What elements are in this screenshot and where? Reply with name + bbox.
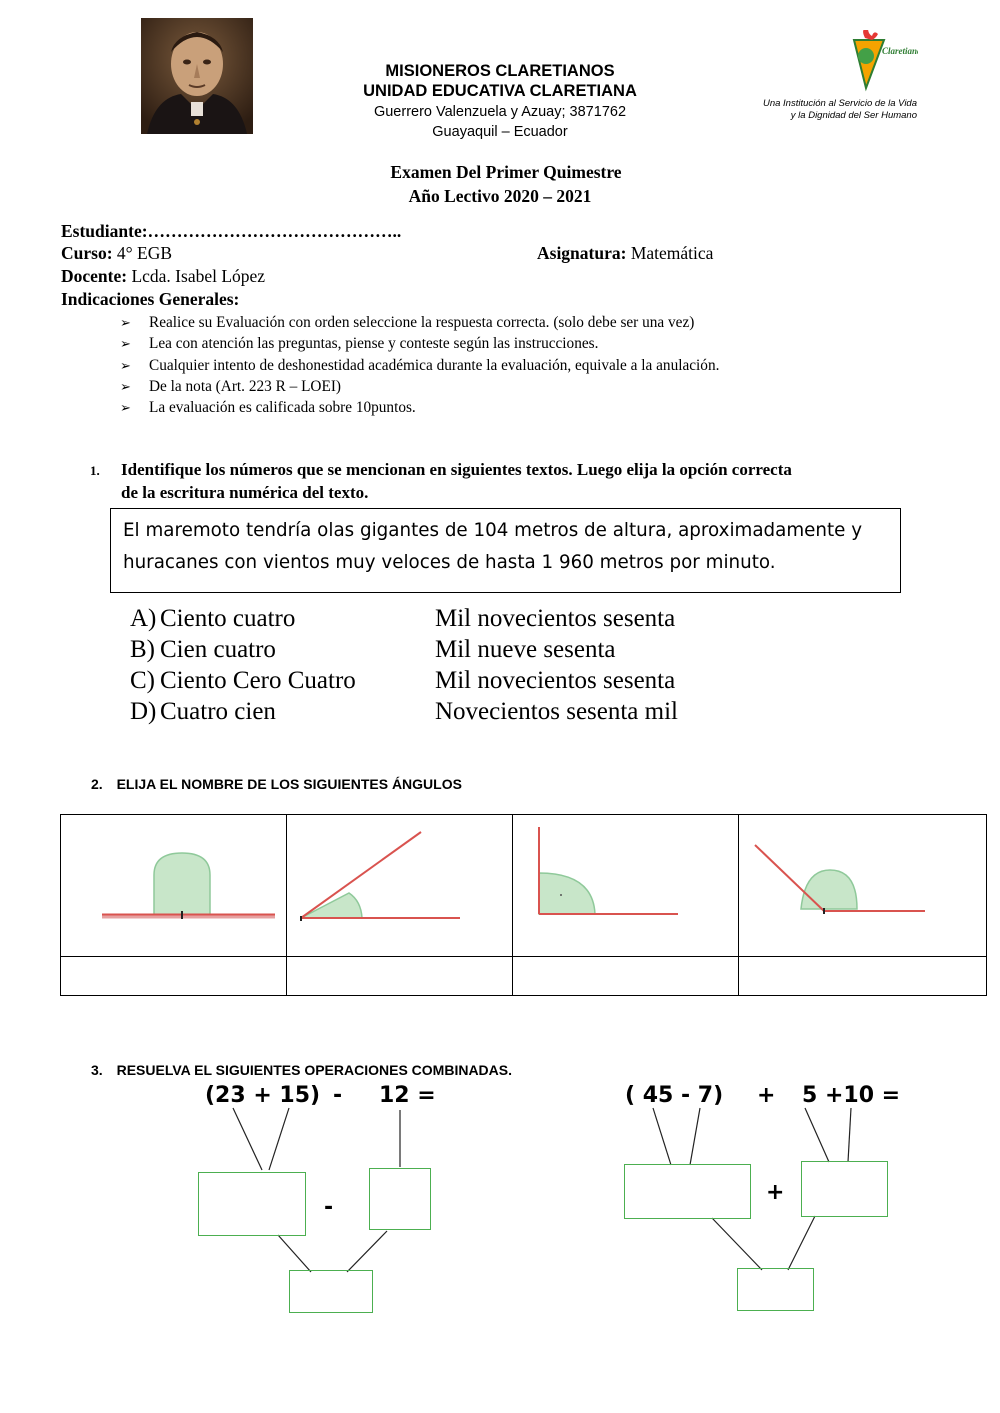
result-box[interactable]	[289, 1270, 373, 1313]
option-c-second: Mil novecientos sesenta	[435, 667, 676, 694]
arrow-bullet-icon: ➢	[120, 357, 131, 373]
option-d[interactable]: D) Cuatro cien	[130, 698, 276, 725]
option-a-second: Mil novecientos sesenta	[435, 605, 676, 632]
exam-title: Examen Del Primer Quimestre	[390, 162, 622, 182]
indications-heading: Indicaciones Generales:	[61, 289, 240, 309]
school-city: Guayaquil – Ecuador	[432, 124, 568, 140]
option-d-second: Novecientos sesenta mil	[435, 698, 678, 725]
answer-box[interactable]	[801, 1161, 888, 1217]
subject-label: Asignatura:	[537, 243, 627, 263]
option-c[interactable]: C) Ciento Cero Cuatro	[130, 667, 356, 694]
q1-text-line2: huracanes con vientos muy veloces de hasta 1 960 metros por minuto.	[123, 552, 776, 573]
question-title: RESUELVA EL SIGUIENTES OPERACIONES COMBINADAS.	[116, 1062, 512, 1078]
svg-text:Claretiana: Claretiana	[882, 46, 918, 56]
arrow-bullet-icon: ➢	[120, 400, 131, 416]
result-box[interactable]	[737, 1268, 814, 1311]
school-name: UNIDAD EDUCATIVA CLARETIANA	[363, 82, 637, 100]
exam-year: Año Lectivo 2020 – 2021	[408, 186, 592, 206]
school-address: Guerrero Valenzuela y Azuay; 3871762	[373, 104, 627, 120]
student-blank: ……………………………………..	[147, 221, 402, 241]
box-operator: -	[324, 1195, 334, 1220]
arrow-bullet-icon: ➢	[120, 336, 131, 352]
list-item: ➢ Cualquier intento de deshonestidad académica durante la evaluación, equivale a la anulación.	[120, 356, 720, 374]
expr1-group: (23 + 15)	[205, 1083, 321, 1108]
option-b[interactable]: B) Cien cuatro	[130, 636, 276, 663]
answer-box[interactable]	[198, 1172, 306, 1236]
course-label: Curso:	[61, 243, 113, 263]
logo-tagline-line1: Una Institución al Servicio de la Vida	[762, 98, 917, 109]
list-item: ➢ De la nota (Art. 223 R – LOEI)	[120, 377, 342, 395]
question-prompt: Identifique los números que se mencionan en siguientes textos. Luego elija la opción correcta de la escritura numérica del texto.	[121, 460, 792, 502]
list-item: ➢ Lea con atención las preguntas, piense y conteste según las instrucciones.	[120, 335, 599, 353]
question-number: 3.	[91, 1062, 103, 1078]
student-label: Estudiante:	[61, 221, 148, 241]
question-number: 1.	[90, 463, 100, 478]
expr2-operator: +	[757, 1083, 776, 1108]
question-number: 2.	[91, 776, 103, 792]
list-item: ➢ La evaluación es calificada sobre 10puntos.	[120, 399, 416, 417]
teacher-value: Lcda. Isabel López	[131, 266, 266, 286]
arrow-bullet-icon: ➢	[120, 378, 131, 394]
answer-box[interactable]	[369, 1168, 431, 1230]
subject-value: Matemática	[630, 243, 714, 263]
q1-text-line1: El maremoto tendría olas gigantes de 104 metros de altura, aproximadamente y	[123, 520, 863, 541]
option-a[interactable]: A) Ciento cuatro	[130, 605, 296, 632]
org-name: MISIONEROS CLARETIANOS	[385, 62, 615, 80]
question-title: ELIJA EL NOMBRE DE LOS SIGUIENTES ÁNGULOS	[116, 776, 462, 792]
answer-box[interactable]	[624, 1164, 751, 1219]
expr1-operator: -	[333, 1083, 343, 1108]
teacher-label: Docente:	[61, 266, 128, 286]
box-operator: +	[766, 1180, 785, 1205]
expr2-group: ( 45 - 7)	[625, 1083, 724, 1108]
list-item: ➢ Realice su Evaluación con orden seleccione la respuesta correcta. (solo debe ser una vez)	[120, 314, 695, 331]
expr1-term: 12 =	[379, 1083, 436, 1108]
arrow-bullet-icon: ➢	[120, 315, 131, 330]
logo-tagline-line2: y la Dignidad del Ser Humano	[790, 110, 917, 121]
course-value: 4° EGB	[116, 243, 173, 263]
expr2-term: 5 +10 =	[802, 1083, 901, 1108]
option-b-second: Mil nueve sesenta	[435, 636, 616, 663]
